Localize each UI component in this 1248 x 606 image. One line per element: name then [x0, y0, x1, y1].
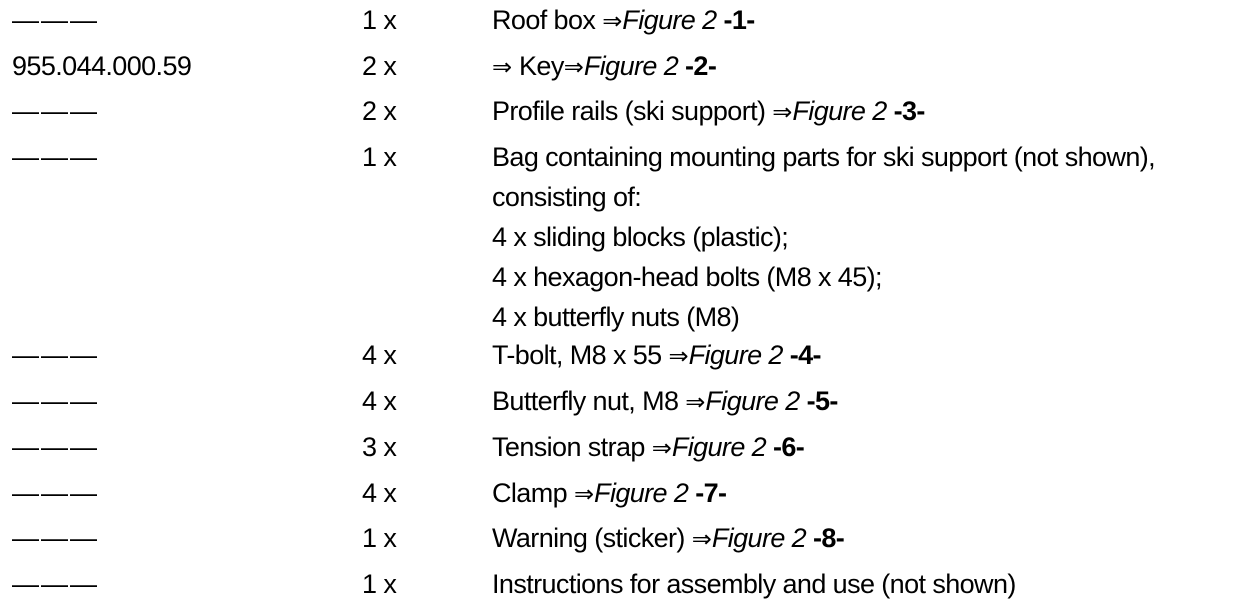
- arrow-icon: ⇒: [691, 525, 712, 553]
- part-number: ———: [12, 432, 99, 462]
- arrow-icon: ⇒: [602, 7, 623, 35]
- description: [492, 564, 1232, 604]
- quantity: 4 x: [362, 340, 397, 370]
- figure-link[interactable]: Figure 2: [594, 478, 689, 508]
- figure-item-number: -3-: [893, 96, 925, 126]
- description-line: consisting of:: [492, 182, 642, 212]
- arrow-icon: ⇒: [492, 53, 513, 81]
- figure-link[interactable]: Figure 2: [583, 51, 679, 81]
- description: [492, 0, 1232, 41]
- quantity: 1 x: [362, 569, 397, 599]
- quantity: 2 x: [362, 51, 397, 81]
- quantity: 3 x: [362, 432, 397, 462]
- description-text: Warning (sticker): [492, 523, 685, 553]
- description-line: 4 x hexagon-head bolts (M8 x 45);: [492, 262, 882, 292]
- figure-link[interactable]: Figure 2: [792, 96, 887, 126]
- figure-link[interactable]: Figure 2: [711, 523, 807, 553]
- figure-link[interactable]: Figure 2: [688, 340, 783, 370]
- description: [492, 137, 1232, 337]
- description: [492, 427, 1232, 468]
- figure-item-number: -1-: [723, 5, 755, 35]
- description: [492, 473, 1232, 514]
- figure-item-number: -7-: [695, 478, 727, 508]
- description-line: 4 x butterfly nuts (M8): [492, 302, 740, 332]
- description-line: Bag containing mounting parts for ski support (not shown),: [492, 142, 1156, 172]
- description: [492, 335, 1232, 376]
- arrow-icon: ⇒: [573, 480, 595, 508]
- quantity: 1 x: [362, 5, 397, 35]
- description-text: Profile rails (ski support): [492, 96, 766, 126]
- arrow-icon: ⇒: [685, 388, 706, 416]
- part-number: ———: [12, 340, 99, 370]
- description: [492, 46, 1232, 87]
- figure-item-number: -4-: [789, 340, 821, 370]
- description-line: 4 x sliding blocks (plastic);: [492, 222, 789, 252]
- description-text: Tension strap: [492, 432, 645, 462]
- arrow-icon: ⇒: [563, 53, 584, 81]
- description-text: Butterfly nut, M8: [492, 386, 679, 416]
- description-text: Roof box: [492, 5, 596, 35]
- quantity: 2 x: [362, 96, 397, 126]
- figure-item-number: -6-: [772, 432, 805, 462]
- part-number: ———: [12, 96, 99, 126]
- quantity: 4 x: [362, 386, 397, 416]
- quantity: 1 x: [362, 523, 397, 553]
- description-text: Instructions for assembly and use (not shown): [492, 569, 1016, 599]
- description: [492, 91, 1232, 132]
- figure-link[interactable]: Figure 2: [705, 386, 800, 416]
- part-number: ———: [12, 478, 99, 508]
- description-text: T-bolt, M8 x 55: [492, 340, 662, 370]
- figure-item-number: -8-: [813, 523, 845, 553]
- part-number: ———: [12, 523, 99, 553]
- description: [492, 518, 1232, 559]
- part-number: 955.044.000.59: [12, 51, 192, 81]
- figure-item-number: -2-: [685, 51, 717, 81]
- description: [492, 381, 1232, 422]
- arrow-icon: ⇒: [668, 342, 689, 370]
- part-number: ———: [12, 5, 99, 35]
- quantity: 1 x: [362, 142, 397, 172]
- description-text: Key: [519, 51, 564, 81]
- arrow-icon: ⇒: [651, 434, 672, 462]
- figure-link[interactable]: Figure 2: [622, 5, 717, 35]
- figure-link[interactable]: Figure 2: [671, 432, 767, 462]
- part-number: ———: [12, 569, 99, 599]
- description-text: Clamp: [492, 478, 568, 508]
- part-number: ———: [12, 142, 99, 172]
- quantity: 4 x: [362, 478, 397, 508]
- arrow-icon: ⇒: [772, 98, 793, 126]
- part-number: ———: [12, 386, 99, 416]
- figure-item-number: -5-: [806, 386, 838, 416]
